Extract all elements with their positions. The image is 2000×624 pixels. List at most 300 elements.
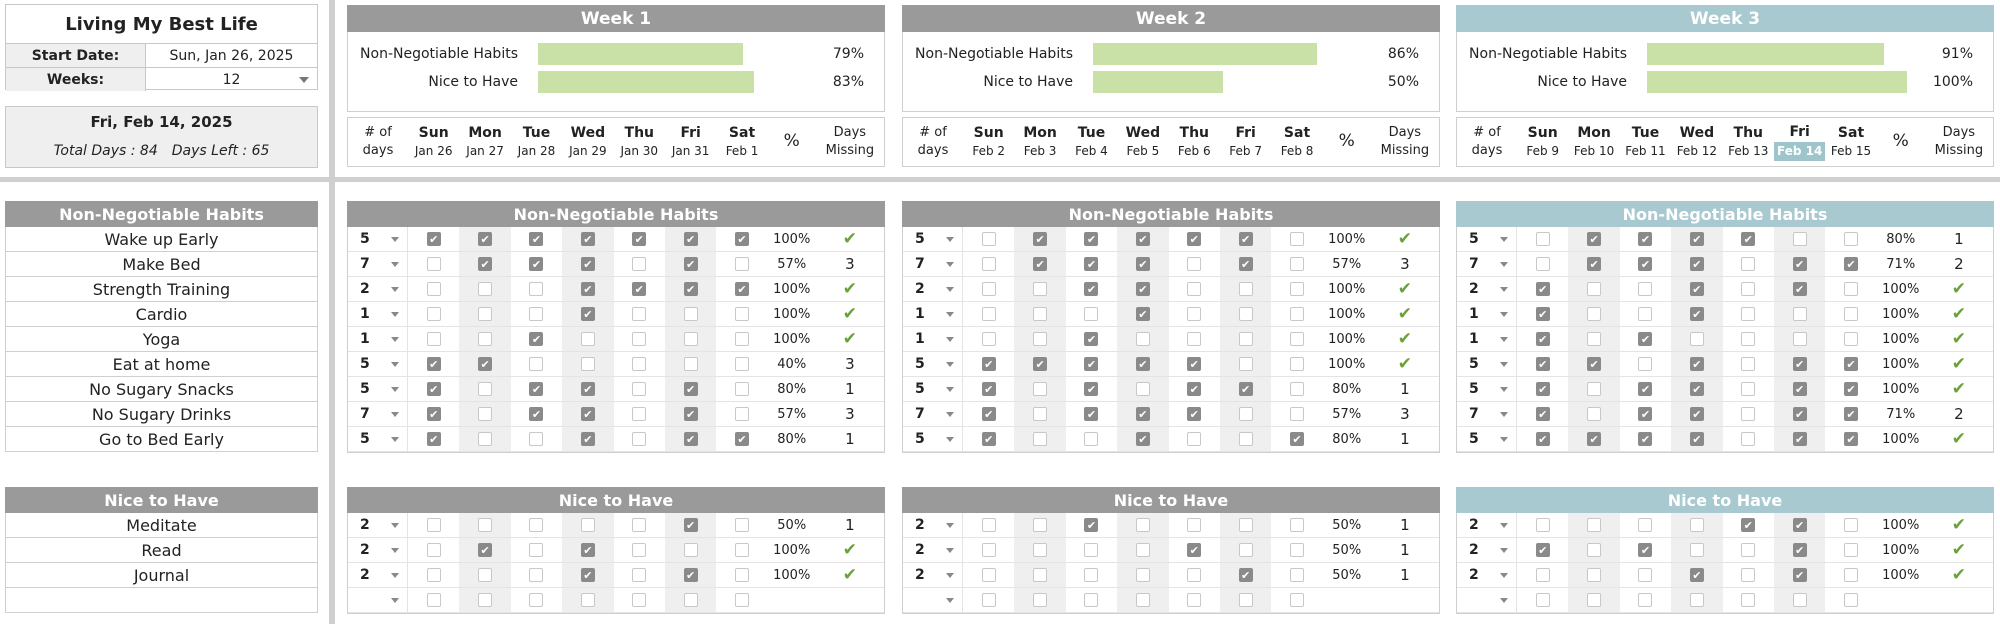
habit-checkbox[interactable] bbox=[684, 518, 698, 532]
habit-checkbox[interactable] bbox=[1536, 257, 1550, 271]
habit-checkbox[interactable] bbox=[1536, 332, 1550, 346]
chevron-down-icon[interactable] bbox=[1500, 523, 1508, 528]
habit-checkbox[interactable] bbox=[1239, 593, 1253, 607]
habit-checkbox[interactable] bbox=[1136, 257, 1150, 271]
habit-checkbox[interactable] bbox=[478, 257, 492, 271]
habit-checkbox[interactable] bbox=[1690, 332, 1704, 346]
habit-checkbox[interactable] bbox=[1033, 357, 1047, 371]
chevron-down-icon[interactable] bbox=[946, 362, 954, 367]
target-days-dropdown[interactable] bbox=[903, 588, 963, 612]
target-days-dropdown[interactable] bbox=[348, 427, 408, 451]
habit-checkbox[interactable] bbox=[1187, 257, 1201, 271]
habit-checkbox[interactable] bbox=[982, 257, 996, 271]
habit-checkbox[interactable] bbox=[1033, 232, 1047, 246]
habit-checkbox[interactable] bbox=[1793, 432, 1807, 446]
target-days-dropdown[interactable] bbox=[1457, 513, 1517, 537]
target-days-dropdown[interactable] bbox=[1457, 352, 1517, 376]
habit-checkbox[interactable] bbox=[1536, 543, 1550, 557]
habit-checkbox[interactable] bbox=[632, 382, 646, 396]
habit-checkbox[interactable] bbox=[427, 307, 441, 321]
habit-checkbox[interactable] bbox=[982, 232, 996, 246]
habit-checkbox[interactable] bbox=[1587, 257, 1601, 271]
target-days-dropdown[interactable] bbox=[348, 302, 408, 326]
habit-checkbox[interactable] bbox=[1638, 518, 1652, 532]
chevron-down-icon[interactable] bbox=[391, 412, 399, 417]
habit-checkbox[interactable] bbox=[1587, 543, 1601, 557]
habit-checkbox[interactable] bbox=[1793, 543, 1807, 557]
habit-checkbox[interactable] bbox=[1187, 332, 1201, 346]
habit-checkbox[interactable] bbox=[1239, 357, 1253, 371]
habit-checkbox[interactable] bbox=[427, 232, 441, 246]
habit-checkbox[interactable] bbox=[427, 568, 441, 582]
habit-checkbox[interactable] bbox=[1844, 568, 1858, 582]
target-days-dropdown[interactable] bbox=[348, 377, 408, 401]
habit-checkbox[interactable] bbox=[1844, 357, 1858, 371]
habit-checkbox[interactable] bbox=[1793, 357, 1807, 371]
habit-checkbox[interactable] bbox=[1239, 568, 1253, 582]
habit-checkbox[interactable] bbox=[427, 593, 441, 607]
habit-checkbox[interactable] bbox=[632, 518, 646, 532]
chevron-down-icon[interactable] bbox=[391, 387, 399, 392]
chevron-down-icon[interactable] bbox=[391, 437, 399, 442]
habit-checkbox[interactable] bbox=[632, 357, 646, 371]
habit-checkbox[interactable] bbox=[1690, 232, 1704, 246]
habit-checkbox[interactable] bbox=[735, 407, 749, 421]
habit-checkbox[interactable] bbox=[1844, 593, 1858, 607]
habit-checkbox[interactable] bbox=[1638, 382, 1652, 396]
habit-checkbox[interactable] bbox=[529, 282, 543, 296]
habit-checkbox[interactable] bbox=[735, 382, 749, 396]
habit-checkbox[interactable] bbox=[1136, 357, 1150, 371]
target-days-dropdown[interactable] bbox=[903, 277, 963, 301]
habit-checkbox[interactable] bbox=[1844, 332, 1858, 346]
habit-checkbox[interactable] bbox=[684, 593, 698, 607]
habit-checkbox[interactable] bbox=[982, 568, 996, 582]
habit-checkbox[interactable] bbox=[735, 257, 749, 271]
chevron-down-icon[interactable] bbox=[391, 287, 399, 292]
habit-checkbox[interactable] bbox=[684, 407, 698, 421]
habit-checkbox[interactable] bbox=[684, 232, 698, 246]
habit-checkbox[interactable] bbox=[1239, 432, 1253, 446]
chevron-down-icon[interactable] bbox=[391, 523, 399, 528]
habit-checkbox[interactable] bbox=[735, 518, 749, 532]
habit-checkbox[interactable] bbox=[1690, 518, 1704, 532]
chevron-down-icon[interactable] bbox=[946, 523, 954, 528]
habit-checkbox[interactable] bbox=[1638, 257, 1652, 271]
habit-checkbox[interactable] bbox=[1033, 543, 1047, 557]
habit-checkbox[interactable] bbox=[1033, 432, 1047, 446]
habit-checkbox[interactable] bbox=[1033, 307, 1047, 321]
chevron-down-icon[interactable] bbox=[391, 362, 399, 367]
chevron-down-icon[interactable] bbox=[1500, 573, 1508, 578]
habit-checkbox[interactable] bbox=[529, 518, 543, 532]
habit-checkbox[interactable] bbox=[478, 332, 492, 346]
chevron-down-icon[interactable] bbox=[946, 287, 954, 292]
habit-checkbox[interactable] bbox=[684, 432, 698, 446]
habit-checkbox[interactable] bbox=[684, 543, 698, 557]
habit-checkbox[interactable] bbox=[1136, 382, 1150, 396]
target-days-dropdown[interactable] bbox=[1457, 277, 1517, 301]
habit-checkbox[interactable] bbox=[632, 307, 646, 321]
habit-checkbox[interactable] bbox=[684, 382, 698, 396]
habit-checkbox[interactable] bbox=[735, 543, 749, 557]
habit-checkbox[interactable] bbox=[529, 382, 543, 396]
habit-checkbox[interactable] bbox=[632, 593, 646, 607]
habit-checkbox[interactable] bbox=[478, 432, 492, 446]
chevron-down-icon[interactable] bbox=[946, 598, 954, 603]
habit-checkbox[interactable] bbox=[529, 232, 543, 246]
habit-checkbox[interactable] bbox=[1587, 518, 1601, 532]
habit-checkbox[interactable] bbox=[1587, 282, 1601, 296]
target-days-dropdown[interactable] bbox=[348, 538, 408, 562]
habit-checkbox[interactable] bbox=[1638, 407, 1652, 421]
habit-checkbox[interactable] bbox=[529, 257, 543, 271]
habit-checkbox[interactable] bbox=[1741, 543, 1755, 557]
habit-checkbox[interactable] bbox=[581, 232, 595, 246]
habit-checkbox[interactable] bbox=[1844, 307, 1858, 321]
habit-checkbox[interactable] bbox=[1638, 593, 1652, 607]
habit-checkbox[interactable] bbox=[1587, 232, 1601, 246]
habit-checkbox[interactable] bbox=[1638, 568, 1652, 582]
target-days-dropdown[interactable] bbox=[903, 563, 963, 587]
chevron-down-icon[interactable] bbox=[1500, 262, 1508, 267]
habit-checkbox[interactable] bbox=[1536, 232, 1550, 246]
habit-checkbox[interactable] bbox=[427, 357, 441, 371]
habit-checkbox[interactable] bbox=[1033, 332, 1047, 346]
chevron-down-icon[interactable] bbox=[1500, 412, 1508, 417]
habit-checkbox[interactable] bbox=[1136, 307, 1150, 321]
habit-checkbox[interactable] bbox=[1690, 257, 1704, 271]
habit-checkbox[interactable] bbox=[1536, 307, 1550, 321]
habit-checkbox[interactable] bbox=[1844, 257, 1858, 271]
habit-checkbox[interactable] bbox=[1290, 257, 1304, 271]
habit-checkbox[interactable] bbox=[1136, 568, 1150, 582]
habit-checkbox[interactable] bbox=[1084, 357, 1098, 371]
habit-checkbox[interactable] bbox=[735, 282, 749, 296]
habit-checkbox[interactable] bbox=[581, 432, 595, 446]
habit-checkbox[interactable] bbox=[1844, 232, 1858, 246]
chevron-down-icon[interactable] bbox=[1500, 362, 1508, 367]
target-days-dropdown[interactable] bbox=[348, 277, 408, 301]
habit-checkbox[interactable] bbox=[1187, 282, 1201, 296]
habit-checkbox[interactable] bbox=[1136, 232, 1150, 246]
chevron-down-icon[interactable] bbox=[946, 548, 954, 553]
target-days-dropdown[interactable] bbox=[348, 402, 408, 426]
chevron-down-icon[interactable] bbox=[391, 548, 399, 553]
habit-checkbox[interactable] bbox=[1587, 593, 1601, 607]
chevron-down-icon[interactable] bbox=[391, 312, 399, 317]
habit-checkbox[interactable] bbox=[1136, 543, 1150, 557]
habit-checkbox[interactable] bbox=[529, 432, 543, 446]
habit-checkbox[interactable] bbox=[1638, 232, 1652, 246]
habit-checkbox[interactable] bbox=[1136, 407, 1150, 421]
chevron-down-icon[interactable] bbox=[1500, 337, 1508, 342]
habit-checkbox[interactable] bbox=[735, 432, 749, 446]
habit-checkbox[interactable] bbox=[1536, 593, 1550, 607]
target-days-dropdown[interactable] bbox=[348, 327, 408, 351]
habit-checkbox[interactable] bbox=[1239, 518, 1253, 532]
habit-checkbox[interactable] bbox=[1290, 282, 1304, 296]
habit-checkbox[interactable] bbox=[1136, 282, 1150, 296]
chevron-down-icon[interactable] bbox=[1500, 387, 1508, 392]
habit-checkbox[interactable] bbox=[982, 432, 996, 446]
habit-checkbox[interactable] bbox=[529, 593, 543, 607]
target-days-dropdown[interactable] bbox=[903, 377, 963, 401]
habit-checkbox[interactable] bbox=[1638, 357, 1652, 371]
habit-checkbox[interactable] bbox=[1536, 282, 1550, 296]
habit-checkbox[interactable] bbox=[1741, 568, 1755, 582]
habit-checkbox[interactable] bbox=[1084, 307, 1098, 321]
habit-checkbox[interactable] bbox=[632, 432, 646, 446]
habit-checkbox[interactable] bbox=[1741, 432, 1755, 446]
habit-checkbox[interactable] bbox=[982, 357, 996, 371]
chevron-down-icon[interactable] bbox=[299, 77, 309, 83]
target-days-dropdown[interactable] bbox=[903, 427, 963, 451]
habit-checkbox[interactable] bbox=[1187, 407, 1201, 421]
habit-checkbox[interactable] bbox=[1793, 257, 1807, 271]
habit-checkbox[interactable] bbox=[1239, 382, 1253, 396]
habit-checkbox[interactable] bbox=[478, 357, 492, 371]
habit-checkbox[interactable] bbox=[1084, 593, 1098, 607]
habit-checkbox[interactable] bbox=[1793, 307, 1807, 321]
habit-checkbox[interactable] bbox=[632, 543, 646, 557]
habit-checkbox[interactable] bbox=[1290, 407, 1304, 421]
target-days-dropdown[interactable] bbox=[903, 302, 963, 326]
habit-checkbox[interactable] bbox=[1793, 232, 1807, 246]
habit-checkbox[interactable] bbox=[1741, 332, 1755, 346]
habit-checkbox[interactable] bbox=[1638, 432, 1652, 446]
habit-checkbox[interactable] bbox=[1136, 518, 1150, 532]
habit-checkbox[interactable] bbox=[427, 382, 441, 396]
habit-checkbox[interactable] bbox=[1290, 332, 1304, 346]
habit-checkbox[interactable] bbox=[1290, 382, 1304, 396]
habit-checkbox[interactable] bbox=[982, 543, 996, 557]
habit-checkbox[interactable] bbox=[1793, 382, 1807, 396]
habit-checkbox[interactable] bbox=[1690, 593, 1704, 607]
habit-checkbox[interactable] bbox=[1084, 257, 1098, 271]
habit-checkbox[interactable] bbox=[478, 382, 492, 396]
habit-checkbox[interactable] bbox=[478, 568, 492, 582]
habit-checkbox[interactable] bbox=[581, 307, 595, 321]
habit-checkbox[interactable] bbox=[478, 232, 492, 246]
chevron-down-icon[interactable] bbox=[946, 312, 954, 317]
habit-checkbox[interactable] bbox=[1033, 382, 1047, 396]
habit-checkbox[interactable] bbox=[1239, 332, 1253, 346]
habit-checkbox[interactable] bbox=[1690, 568, 1704, 582]
habit-checkbox[interactable] bbox=[1187, 357, 1201, 371]
target-days-dropdown[interactable] bbox=[348, 588, 408, 612]
habit-checkbox[interactable] bbox=[1793, 332, 1807, 346]
habit-checkbox[interactable] bbox=[1239, 282, 1253, 296]
habit-checkbox[interactable] bbox=[1844, 432, 1858, 446]
habit-checkbox[interactable] bbox=[982, 282, 996, 296]
habit-checkbox[interactable] bbox=[1638, 332, 1652, 346]
habit-checkbox[interactable] bbox=[1690, 282, 1704, 296]
habit-checkbox[interactable] bbox=[1536, 382, 1550, 396]
chevron-down-icon[interactable] bbox=[946, 573, 954, 578]
habit-checkbox[interactable] bbox=[1793, 593, 1807, 607]
habit-checkbox[interactable] bbox=[1587, 357, 1601, 371]
habit-checkbox[interactable] bbox=[1638, 543, 1652, 557]
habit-checkbox[interactable] bbox=[1587, 407, 1601, 421]
habit-checkbox[interactable] bbox=[1690, 382, 1704, 396]
habit-checkbox[interactable] bbox=[1033, 407, 1047, 421]
target-days-dropdown[interactable] bbox=[348, 563, 408, 587]
habit-checkbox[interactable] bbox=[1239, 307, 1253, 321]
habit-checkbox[interactable] bbox=[1536, 568, 1550, 582]
chevron-down-icon[interactable] bbox=[946, 262, 954, 267]
habit-checkbox[interactable] bbox=[1187, 232, 1201, 246]
habit-checkbox[interactable] bbox=[1690, 307, 1704, 321]
habit-checkbox[interactable] bbox=[529, 307, 543, 321]
chevron-down-icon[interactable] bbox=[1500, 237, 1508, 242]
chevron-down-icon[interactable] bbox=[946, 387, 954, 392]
habit-checkbox[interactable] bbox=[427, 407, 441, 421]
habit-checkbox[interactable] bbox=[1793, 518, 1807, 532]
habit-checkbox[interactable] bbox=[735, 593, 749, 607]
habit-checkbox[interactable] bbox=[1793, 282, 1807, 296]
habit-checkbox[interactable] bbox=[632, 282, 646, 296]
habit-checkbox[interactable] bbox=[529, 568, 543, 582]
habit-checkbox[interactable] bbox=[581, 282, 595, 296]
habit-checkbox[interactable] bbox=[1290, 232, 1304, 246]
habit-checkbox[interactable] bbox=[1033, 518, 1047, 532]
habit-checkbox[interactable] bbox=[1136, 432, 1150, 446]
habit-checkbox[interactable] bbox=[1033, 568, 1047, 582]
habit-checkbox[interactable] bbox=[529, 407, 543, 421]
habit-checkbox[interactable] bbox=[1290, 568, 1304, 582]
habit-checkbox[interactable] bbox=[1290, 432, 1304, 446]
habit-checkbox[interactable] bbox=[1136, 593, 1150, 607]
habit-checkbox[interactable] bbox=[1084, 382, 1098, 396]
habit-checkbox[interactable] bbox=[1084, 232, 1098, 246]
habit-checkbox[interactable] bbox=[982, 382, 996, 396]
target-days-dropdown[interactable] bbox=[903, 538, 963, 562]
habit-checkbox[interactable] bbox=[1741, 518, 1755, 532]
target-days-dropdown[interactable] bbox=[1457, 588, 1517, 612]
habit-checkbox[interactable] bbox=[1187, 593, 1201, 607]
habit-checkbox[interactable] bbox=[982, 332, 996, 346]
habit-checkbox[interactable] bbox=[1844, 543, 1858, 557]
habit-checkbox[interactable] bbox=[529, 357, 543, 371]
habit-checkbox[interactable] bbox=[478, 593, 492, 607]
habit-checkbox[interactable] bbox=[1536, 518, 1550, 532]
target-days-dropdown[interactable] bbox=[1457, 538, 1517, 562]
habit-checkbox[interactable] bbox=[1793, 407, 1807, 421]
habit-checkbox[interactable] bbox=[581, 382, 595, 396]
habit-checkbox[interactable] bbox=[735, 568, 749, 582]
habit-checkbox[interactable] bbox=[632, 232, 646, 246]
habit-checkbox[interactable] bbox=[1844, 282, 1858, 296]
habit-checkbox[interactable] bbox=[1844, 407, 1858, 421]
habit-checkbox[interactable] bbox=[632, 407, 646, 421]
habit-checkbox[interactable] bbox=[1536, 357, 1550, 371]
habit-checkbox[interactable] bbox=[581, 593, 595, 607]
target-days-dropdown[interactable] bbox=[348, 352, 408, 376]
target-days-dropdown[interactable] bbox=[903, 227, 963, 251]
habit-checkbox[interactable] bbox=[1084, 407, 1098, 421]
habit-checkbox[interactable] bbox=[982, 307, 996, 321]
habit-checkbox[interactable] bbox=[581, 407, 595, 421]
habit-checkbox[interactable] bbox=[1741, 307, 1755, 321]
habit-checkbox[interactable] bbox=[427, 432, 441, 446]
habit-checkbox[interactable] bbox=[1084, 332, 1098, 346]
habit-checkbox[interactable] bbox=[1084, 543, 1098, 557]
habit-checkbox[interactable] bbox=[1741, 593, 1755, 607]
habit-checkbox[interactable] bbox=[1290, 518, 1304, 532]
habit-checkbox[interactable] bbox=[427, 332, 441, 346]
chevron-down-icon[interactable] bbox=[391, 598, 399, 603]
chevron-down-icon[interactable] bbox=[946, 412, 954, 417]
habit-checkbox[interactable] bbox=[684, 568, 698, 582]
habit-checkbox[interactable] bbox=[1033, 593, 1047, 607]
target-days-dropdown[interactable] bbox=[348, 227, 408, 251]
habit-checkbox[interactable] bbox=[1741, 257, 1755, 271]
habit-checkbox[interactable] bbox=[1187, 518, 1201, 532]
habit-checkbox[interactable] bbox=[735, 332, 749, 346]
habit-checkbox[interactable] bbox=[1239, 257, 1253, 271]
target-days-dropdown[interactable] bbox=[1457, 227, 1517, 251]
habit-checkbox[interactable] bbox=[581, 518, 595, 532]
habit-checkbox[interactable] bbox=[632, 332, 646, 346]
chevron-down-icon[interactable] bbox=[1500, 437, 1508, 442]
habit-checkbox[interactable] bbox=[478, 282, 492, 296]
chevron-down-icon[interactable] bbox=[391, 262, 399, 267]
chevron-down-icon[interactable] bbox=[391, 237, 399, 242]
habit-checkbox[interactable] bbox=[1239, 232, 1253, 246]
habit-checkbox[interactable] bbox=[581, 543, 595, 557]
habit-checkbox[interactable] bbox=[1741, 232, 1755, 246]
habit-checkbox[interactable] bbox=[1187, 543, 1201, 557]
habit-checkbox[interactable] bbox=[684, 282, 698, 296]
target-days-dropdown[interactable] bbox=[1457, 427, 1517, 451]
habit-checkbox[interactable] bbox=[1290, 357, 1304, 371]
target-days-dropdown[interactable] bbox=[1457, 302, 1517, 326]
habit-checkbox[interactable] bbox=[1033, 257, 1047, 271]
habit-checkbox[interactable] bbox=[1741, 357, 1755, 371]
habit-checkbox[interactable] bbox=[529, 332, 543, 346]
habit-checkbox[interactable] bbox=[1033, 282, 1047, 296]
habit-checkbox[interactable] bbox=[1844, 382, 1858, 396]
habit-checkbox[interactable] bbox=[735, 357, 749, 371]
habit-checkbox[interactable] bbox=[1638, 282, 1652, 296]
habit-checkbox[interactable] bbox=[1587, 307, 1601, 321]
habit-checkbox[interactable] bbox=[1084, 568, 1098, 582]
target-days-dropdown[interactable] bbox=[903, 402, 963, 426]
chevron-down-icon[interactable] bbox=[1500, 598, 1508, 603]
chevron-down-icon[interactable] bbox=[391, 573, 399, 578]
chevron-down-icon[interactable] bbox=[391, 337, 399, 342]
habit-checkbox[interactable] bbox=[684, 332, 698, 346]
habit-checkbox[interactable] bbox=[427, 518, 441, 532]
habit-checkbox[interactable] bbox=[982, 593, 996, 607]
habit-checkbox[interactable] bbox=[478, 518, 492, 532]
weeks-dropdown[interactable] bbox=[146, 68, 317, 91]
habit-checkbox[interactable] bbox=[982, 518, 996, 532]
chevron-down-icon[interactable] bbox=[1500, 287, 1508, 292]
habit-checkbox[interactable] bbox=[1187, 432, 1201, 446]
habit-checkbox[interactable] bbox=[529, 543, 543, 557]
habit-checkbox[interactable] bbox=[1084, 432, 1098, 446]
habit-checkbox[interactable] bbox=[1690, 357, 1704, 371]
habit-checkbox[interactable] bbox=[1536, 407, 1550, 421]
habit-checkbox[interactable] bbox=[1587, 568, 1601, 582]
habit-checkbox[interactable] bbox=[632, 257, 646, 271]
habit-checkbox[interactable] bbox=[478, 407, 492, 421]
habit-checkbox[interactable] bbox=[735, 232, 749, 246]
habit-checkbox[interactable] bbox=[735, 307, 749, 321]
chevron-down-icon[interactable] bbox=[1500, 312, 1508, 317]
